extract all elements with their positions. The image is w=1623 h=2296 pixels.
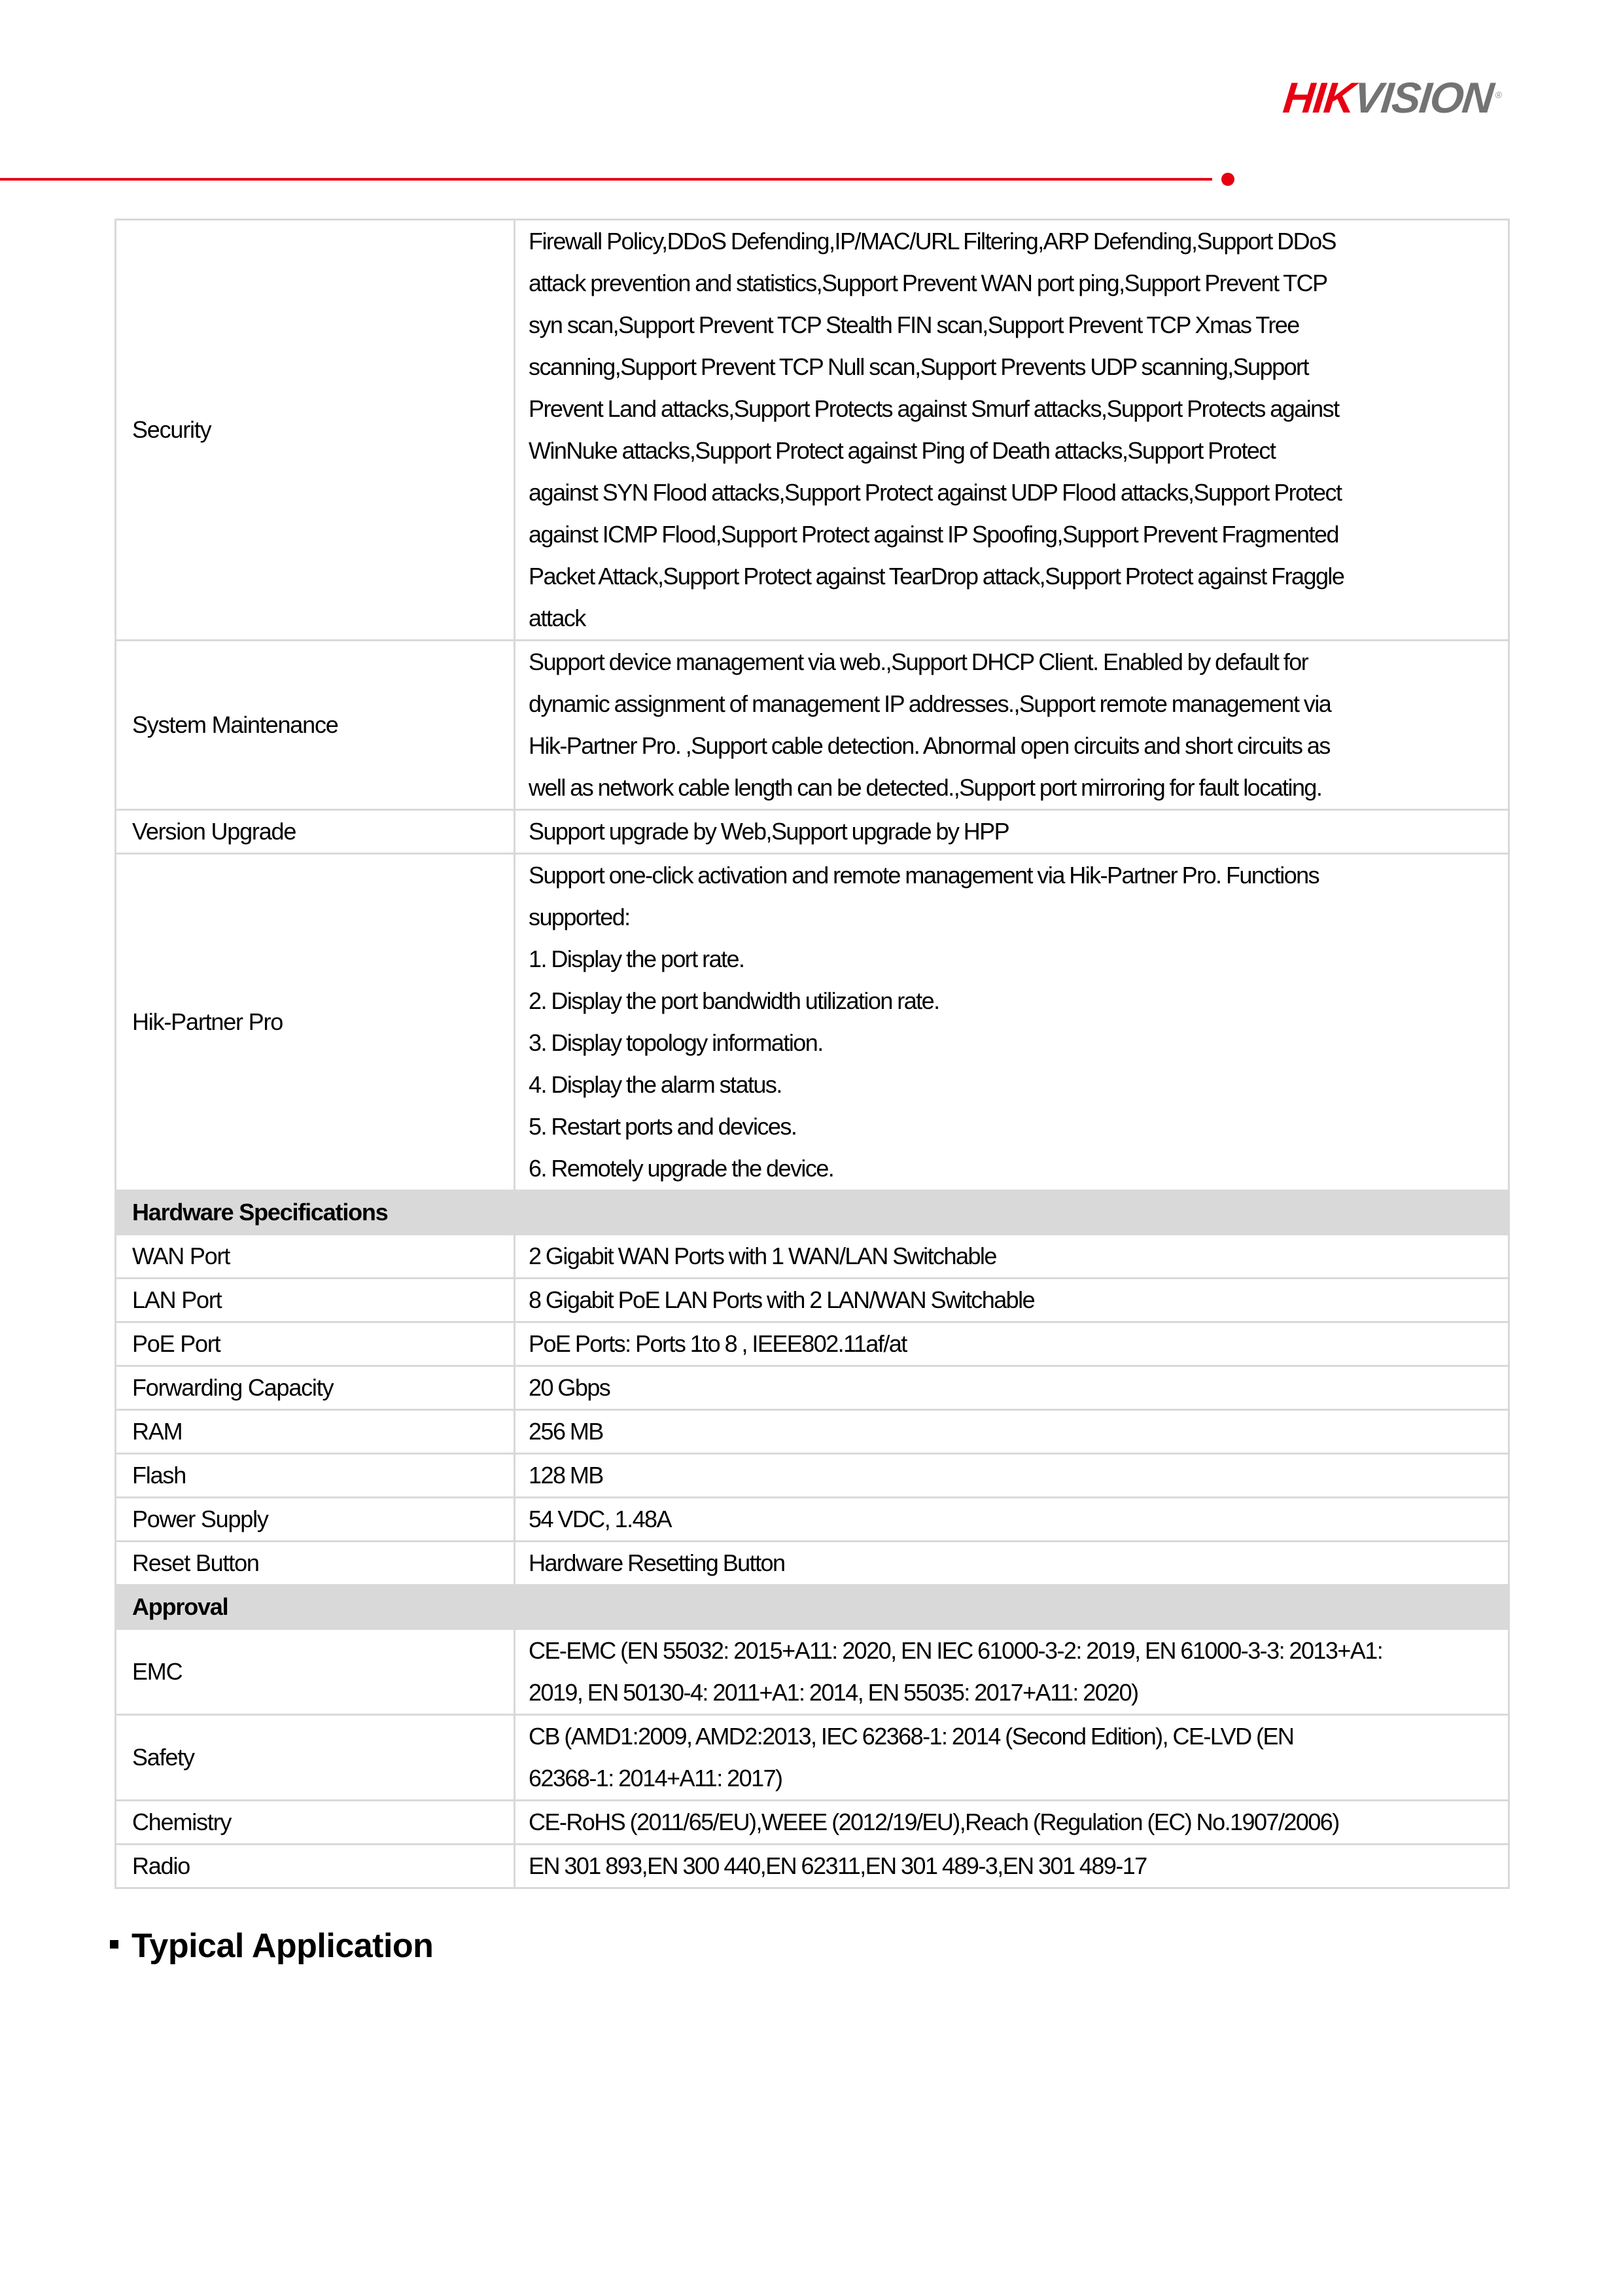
spec-value-line: Support device management via web.,Support DHCP Client. Enabled by default for bbox=[529, 648, 1308, 675]
spec-value bbox=[515, 1498, 1509, 1542]
spec-value bbox=[515, 641, 1509, 810]
spec-value bbox=[515, 1454, 1509, 1498]
spec-label: System Maintenance bbox=[116, 641, 515, 810]
square-bullet-icon bbox=[110, 1940, 118, 1949]
spec-row bbox=[116, 1542, 1509, 1585]
spec-label: LAN Port bbox=[116, 1279, 515, 1322]
section-header-row bbox=[116, 1585, 1509, 1629]
spec-row bbox=[116, 1801, 1509, 1845]
spec-value-line: Prevent Land attacks,Support Protects against Smurf attacks,Support Protects against bbox=[529, 395, 1339, 422]
spec-label: Safety bbox=[116, 1715, 515, 1801]
section-heading-typical-application bbox=[110, 1925, 433, 1967]
spec-value bbox=[515, 1410, 1509, 1454]
spec-value bbox=[515, 1366, 1509, 1410]
spec-row bbox=[116, 1715, 1509, 1801]
section-heading-title: Typical Application bbox=[131, 1927, 434, 1965]
specification-table-body bbox=[116, 220, 1509, 1888]
spec-value-line: 2019, EN 50130-4: 2011+A1: 2014, EN 55035: 2017+A11: 2020) bbox=[529, 1679, 1138, 1706]
spec-value bbox=[515, 1845, 1509, 1888]
spec-value-line: attack bbox=[529, 605, 585, 631]
spec-value-line: attack prevention and statistics,Support Prevent WAN port ping,Support Prevent TCP bbox=[529, 270, 1327, 296]
spec-value-line: 20 Gbps bbox=[529, 1374, 610, 1401]
spec-value bbox=[515, 220, 1509, 641]
spec-row bbox=[116, 1279, 1509, 1322]
spec-value-line: 256 MB bbox=[529, 1418, 603, 1445]
spec-value-line: 2. Display the port bandwidth utilization rate. bbox=[529, 987, 939, 1014]
section-header-label: Hardware Specifications bbox=[116, 1191, 1509, 1235]
spec-value-line: 2 Gigabit WAN Ports with 1 WAN/LAN Switchable bbox=[529, 1243, 996, 1269]
spec-label: WAN Port bbox=[116, 1235, 515, 1279]
spec-value-line: against SYN Flood attacks,Support Protect against UDP Flood attacks,Support Protect bbox=[529, 479, 1342, 506]
spec-label: Power Supply bbox=[116, 1498, 515, 1542]
spec-value-line: dynamic assignment of management IP addresses.,Support remote management via bbox=[529, 690, 1331, 717]
spec-value bbox=[515, 1279, 1509, 1322]
spec-value bbox=[515, 854, 1509, 1191]
spec-label: Hik-Partner Pro bbox=[116, 854, 515, 1191]
spec-value-line: Support upgrade by Web,Support upgrade by HPP bbox=[529, 818, 1009, 845]
spec-label: Reset Button bbox=[116, 1542, 515, 1585]
spec-row bbox=[116, 1410, 1509, 1454]
spec-value-line: 3. Display topology information. bbox=[529, 1029, 823, 1056]
spec-value-line: supported: bbox=[529, 904, 630, 930]
section-header-row bbox=[116, 1191, 1509, 1235]
spec-row bbox=[116, 1322, 1509, 1366]
spec-value-line: EN 301 893,EN 300 440,EN 62311,EN 301 489-3,EN 301 489-17 bbox=[529, 1852, 1147, 1879]
spec-value-line: 4. Display the alarm status. bbox=[529, 1071, 782, 1098]
spec-value-line: Hardware Resetting Button bbox=[529, 1549, 785, 1576]
spec-row bbox=[116, 810, 1509, 854]
spec-row bbox=[116, 641, 1509, 810]
spec-value-line: 128 MB bbox=[529, 1462, 603, 1489]
spec-value-line: PoE Ports: Ports 1to 8 , IEEE802.11af/at bbox=[529, 1330, 907, 1357]
spec-label: PoE Port bbox=[116, 1322, 515, 1366]
spec-value bbox=[515, 1715, 1509, 1801]
spec-value-line: CE-EMC (EN 55032: 2015+A11: 2020, EN IEC 61000-3-2: 2019, EN 61000-3-3: 2013+A1: bbox=[529, 1637, 1383, 1664]
spec-label: RAM bbox=[116, 1410, 515, 1454]
header-divider-line bbox=[0, 178, 1212, 181]
spec-row bbox=[116, 1366, 1509, 1410]
spec-value-line: CE-RoHS (2011/65/EU),WEEE (2012/19/EU),Reach (Regulation (EC) No.1907/2006) bbox=[529, 1809, 1339, 1835]
spec-value bbox=[515, 1542, 1509, 1585]
spec-row bbox=[116, 854, 1509, 1191]
spec-row bbox=[116, 1498, 1509, 1542]
spec-value-line: well as network cable length can be detected.,Support port mirroring for fault locating. bbox=[529, 774, 1322, 801]
spec-value-line: Support one-click activation and remote management via Hik-Partner Pro. Functions bbox=[529, 862, 1319, 889]
spec-label: Forwarding Capacity bbox=[116, 1366, 515, 1410]
header-divider-dot bbox=[1221, 173, 1234, 186]
spec-value bbox=[515, 1629, 1509, 1715]
spec-value-line: scanning,Support Prevent TCP Null scan,Support Prevents UDP scanning,Support bbox=[529, 353, 1308, 380]
spec-row bbox=[116, 220, 1509, 641]
spec-row bbox=[116, 1629, 1509, 1715]
spec-value-line: against ICMP Flood,Support Protect against IP Spoofing,Support Prevent Fragmented bbox=[529, 521, 1338, 548]
spec-value-line: Packet Attack,Support Protect against TearDrop attack,Support Protect against Fraggle bbox=[529, 563, 1344, 590]
spec-row bbox=[116, 1235, 1509, 1279]
specification-table bbox=[114, 219, 1510, 1889]
spec-value-line: 5. Restart ports and devices. bbox=[529, 1113, 797, 1140]
spec-value bbox=[515, 1235, 1509, 1279]
spec-value bbox=[515, 1801, 1509, 1845]
spec-row bbox=[116, 1454, 1509, 1498]
spec-label: Version Upgrade bbox=[116, 810, 515, 854]
spec-label: Chemistry bbox=[116, 1801, 515, 1845]
spec-value-line: CB (AMD1:2009, AMD2:2013, IEC 62368-1: 2014 (Second Edition), CE-LVD (EN bbox=[529, 1723, 1294, 1750]
spec-value-line: Firewall Policy,DDoS Defending,IP/MAC/URL Filtering,ARP Defending,Support DDoS bbox=[529, 228, 1336, 255]
spec-label: Flash bbox=[116, 1454, 515, 1498]
spec-label: EMC bbox=[116, 1629, 515, 1715]
spec-label: Radio bbox=[116, 1845, 515, 1888]
registered-mark: ® bbox=[1494, 90, 1501, 100]
hikvision-logo bbox=[1281, 73, 1503, 122]
spec-label: Security bbox=[116, 220, 515, 641]
spec-value-line: 62368-1: 2014+A11: 2017) bbox=[529, 1765, 782, 1792]
spec-value-line: 6. Remotely upgrade the device. bbox=[529, 1155, 834, 1182]
spec-value-line: syn scan,Support Prevent TCP Stealth FIN scan,Support Prevent TCP Xmas Tree bbox=[529, 311, 1299, 338]
spec-value bbox=[515, 1322, 1509, 1366]
spec-value-line: WinNuke attacks,Support Protect against Ping of Death attacks,Support Protect bbox=[529, 437, 1276, 464]
spec-row bbox=[116, 1845, 1509, 1888]
section-header-label: Approval bbox=[116, 1585, 1509, 1629]
spec-value-line: 1. Display the port rate. bbox=[529, 945, 744, 972]
logo-part-hik: HIK bbox=[1281, 73, 1357, 122]
spec-value-line: 8 Gigabit PoE LAN Ports with 2 LAN/WAN Switchable bbox=[529, 1286, 1035, 1313]
logo-part-vision: VISION bbox=[1351, 73, 1495, 122]
spec-value bbox=[515, 810, 1509, 854]
spec-value-line: 54 VDC, 1.48A bbox=[529, 1506, 671, 1532]
spec-value-line: Hik-Partner Pro. ,Support cable detection. Abnormal open circuits and short circuits as bbox=[529, 732, 1330, 759]
